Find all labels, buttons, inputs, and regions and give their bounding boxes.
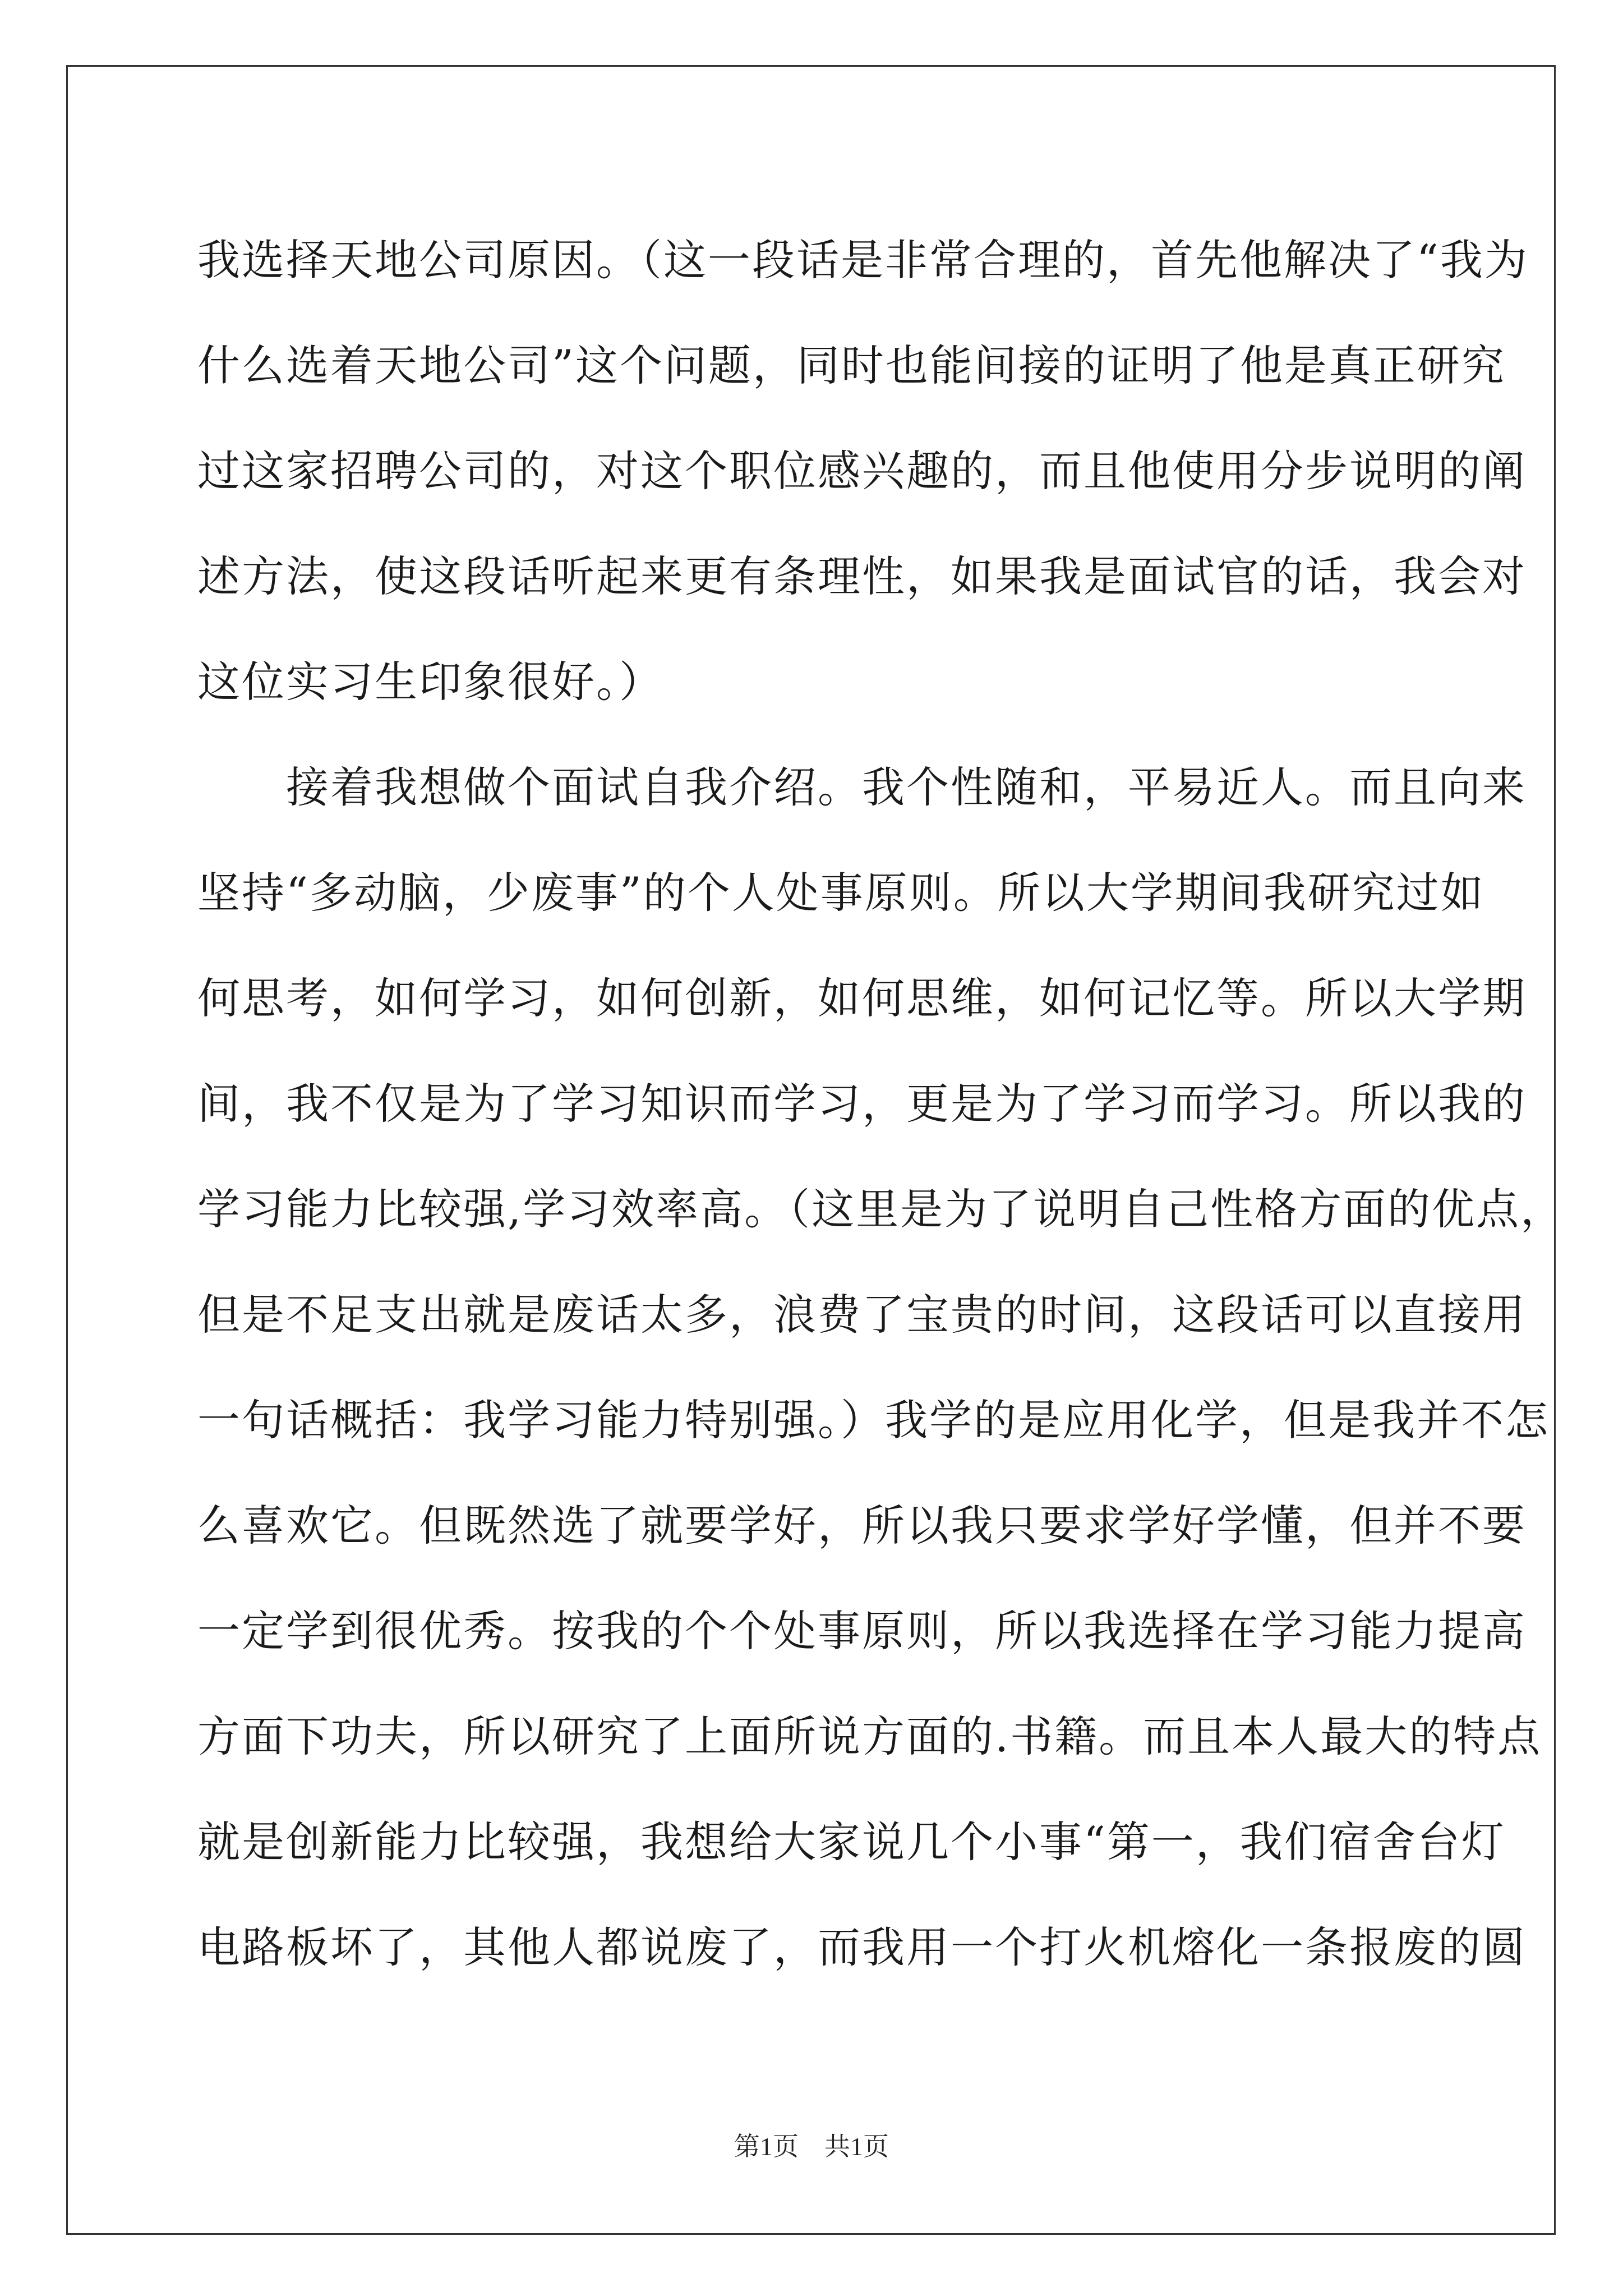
text-line: 过这家招聘公司的，对这个职位感兴趣的，而且他使用分步说明的阐	[197, 446, 1527, 496]
text-line: 何思考，如何学习，如何创新，如何思维，如何记忆等。所以大学期	[197, 973, 1527, 1023]
text-line: 就是创新能力比较强，我想给大家说几个小事“第一，我们宿舍台灯	[197, 1817, 1506, 1867]
text-line: 么喜欢它。但既然选了就要学好，所以我只要求学好学懂，但并不要	[197, 1501, 1527, 1550]
text-line: 电路板坏了，其他人都说废了，而我用一个打火机熔化一条报废的圆	[197, 1922, 1527, 1972]
text-line: 间，我不仅是为了学习知识而学习，更是为了学习而学习。所以我的	[197, 1079, 1527, 1129]
text-line: 方面下功夫，所以研究了上面所说方面的.书籍。而且本人最大的特点	[197, 1711, 1542, 1761]
text-line: 这位实习生印象很好。）	[197, 657, 663, 707]
text-line: 一定学到很优秀。按我的个个处事原则，所以我选择在学习能力提高	[197, 1606, 1527, 1656]
text-line: 一句话概括：我学习能力特别强。）我学的是应用化学，但是我并不怎	[197, 1395, 1550, 1445]
page-number-footer: 第1页 共1页	[734, 2132, 889, 2161]
document-body	[197, 208, 1565, 2000]
text-line: 我选择天地公司原因。（这一段话是非常合理的，首先他解决了“我为	[197, 235, 1529, 285]
text-line: 述方法，使这段话听起来更有条理性，如果我是面试官的话，我会对	[197, 551, 1527, 601]
text-line: 学习能力比较强,学习效率高。（这里是为了说明自己性格方面的优点，	[197, 1184, 1565, 1234]
text-line: 坚持“多动脑，少废事”的个人处事原则。所以大学期间我研究过如	[197, 868, 1485, 918]
text-line: 但是不足支出就是废话太多，浪费了宝贵的时间，这段话可以直接用	[197, 1290, 1527, 1340]
text-line: 什么选着天地公司”这个问题，同时也能间接的证明了他是真正研究	[197, 341, 1506, 390]
text-line: 接着我想做个面试自我介绍。我个性随和，平易近人。而且向来	[197, 762, 1527, 812]
